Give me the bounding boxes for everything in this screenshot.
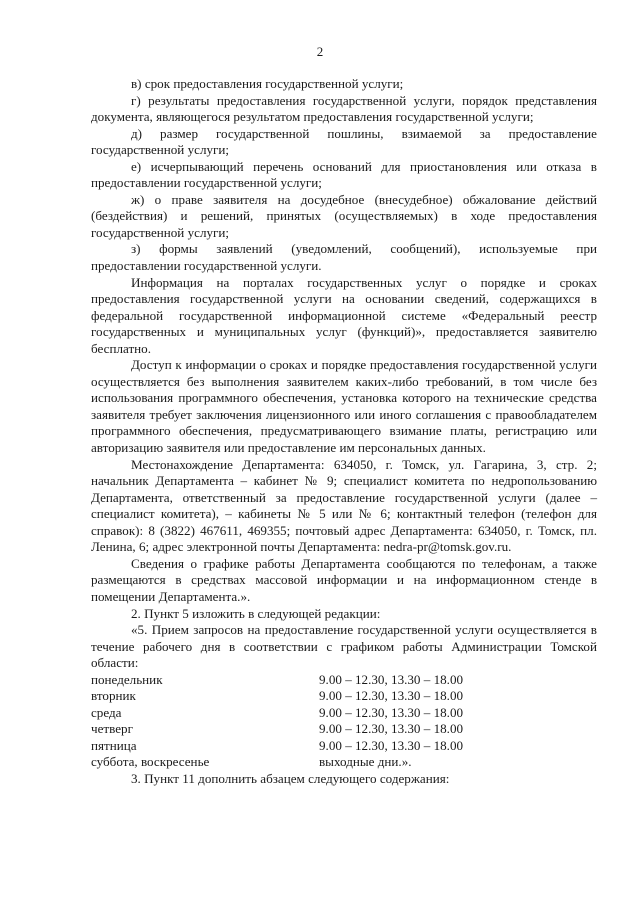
paragraph-item-3: 3. Пункт 11 дополнить абзацем следующего содержания: [131, 770, 450, 786]
paragraph-access-info: Доступ к информации о сроках и порядке предоставления государственной услуги осуществляется без выполнения заявителем каких-либо требований, в том числе без использования программного обеспечения, установка которого на технические средства заявителя требует заключения лицензионного или иного соглашения с правообладателем программного обеспечения, предусматривающего взимание платы, регистрацию или авторизацию заявителя или предоставление им персональных данных. [91, 357, 597, 456]
schedule-row [91, 721, 597, 738]
paragraph-z: з) формы заявлений (уведомлений, сообщений), используемые при предоставлении государственной услуги. [91, 241, 597, 274]
schedule-day: пятница [91, 737, 137, 753]
schedule-day: среда [91, 704, 122, 720]
schedule-row [91, 705, 597, 722]
paragraph-e: е) исчерпывающий перечень оснований для приостановления или отказа в предоставлении государственной услуги; [91, 158, 597, 191]
schedule-time: 9.00 – 12.30, 13.30 – 18.00 [319, 688, 464, 704]
schedule-row [91, 672, 597, 689]
schedule-day: понедельник [91, 671, 163, 687]
paragraph-d: д) размер государственной пошлины, взимаемой за предоставление государственной услуги; [91, 125, 597, 158]
schedule-time: 9.00 – 12.30, 13.30 – 18.00 [319, 721, 464, 737]
schedule-row [91, 738, 597, 755]
paragraph-v: в) срок предоставления государственной услуги; [131, 76, 404, 91]
paragraph-g: г) результаты предоставления государственной услуги, порядок представления документа, являющегося результатом предоставления государственной услуги; [91, 92, 597, 125]
paragraph-portals-info: Информация на порталах государственных услуг о порядке и сроках предоставления государственной услуги на основании сведений, содержащихся в федеральной государственной информационной системе «Федеральный реестр государственных и муниципальных услуг (функций)», предоставляется заявителю бесплатно. [91, 274, 597, 356]
schedule-day: четверг [91, 721, 133, 737]
schedule-time: выходные дни.». [319, 754, 412, 770]
paragraph-item-2: 2. Пункт 5 изложить в следующей редакции: [131, 605, 381, 621]
paragraph-item-5: «5. Прием запросов на предоставление государственной услуги осуществляется в течение рабочего дня в соответствии с графиком работы Администрации Томской области: [91, 622, 597, 671]
schedule-time: 9.00 – 12.30, 13.30 – 18.00 [319, 704, 464, 720]
paragraph-location: Местонахождение Департамента: 634050, г. Томск, ул. Гагарина, 3, стр. 2; начальник Департамента – кабинет № 9; специалист комитета по недропользованию Департамента, ответственный за предоставление государственной услуги (далее – специалист комитета), – кабинеты № 5 или № 6; контактный телефон (телефон для справок): 8 (3822) 467611, 469355; почтовый адрес Департамента: 634050, г. Томск, пл. Ленина, 6; адрес электронной почты Департамента: nedra-pr@tomsk.gov.ru. [91, 456, 597, 555]
schedule-time: 9.00 – 12.30, 13.30 – 18.00 [319, 737, 464, 753]
work-schedule [91, 672, 597, 771]
schedule-row [91, 688, 597, 705]
schedule-day: суббота, воскресенье [91, 754, 210, 770]
schedule-row [91, 754, 597, 771]
schedule-time: 9.00 – 12.30, 13.30 – 18.00 [319, 671, 464, 687]
paragraph-schedule-info: Сведения о графике работы Департамента сообщаются по телефонам, а также размещаются в средствах массовой информации и на информационном стенде в помещении Департамента.». [91, 555, 597, 604]
paragraph-zh: ж) о праве заявителя на досудебное (внесудебное) обжалование действий (бездействия) и решений, принятых (осуществляемых) в ходе предоставления государственной услуги; [91, 191, 597, 240]
page-number: 2 [316, 44, 324, 59]
schedule-day: вторник [91, 688, 136, 704]
document-body [91, 76, 597, 788]
